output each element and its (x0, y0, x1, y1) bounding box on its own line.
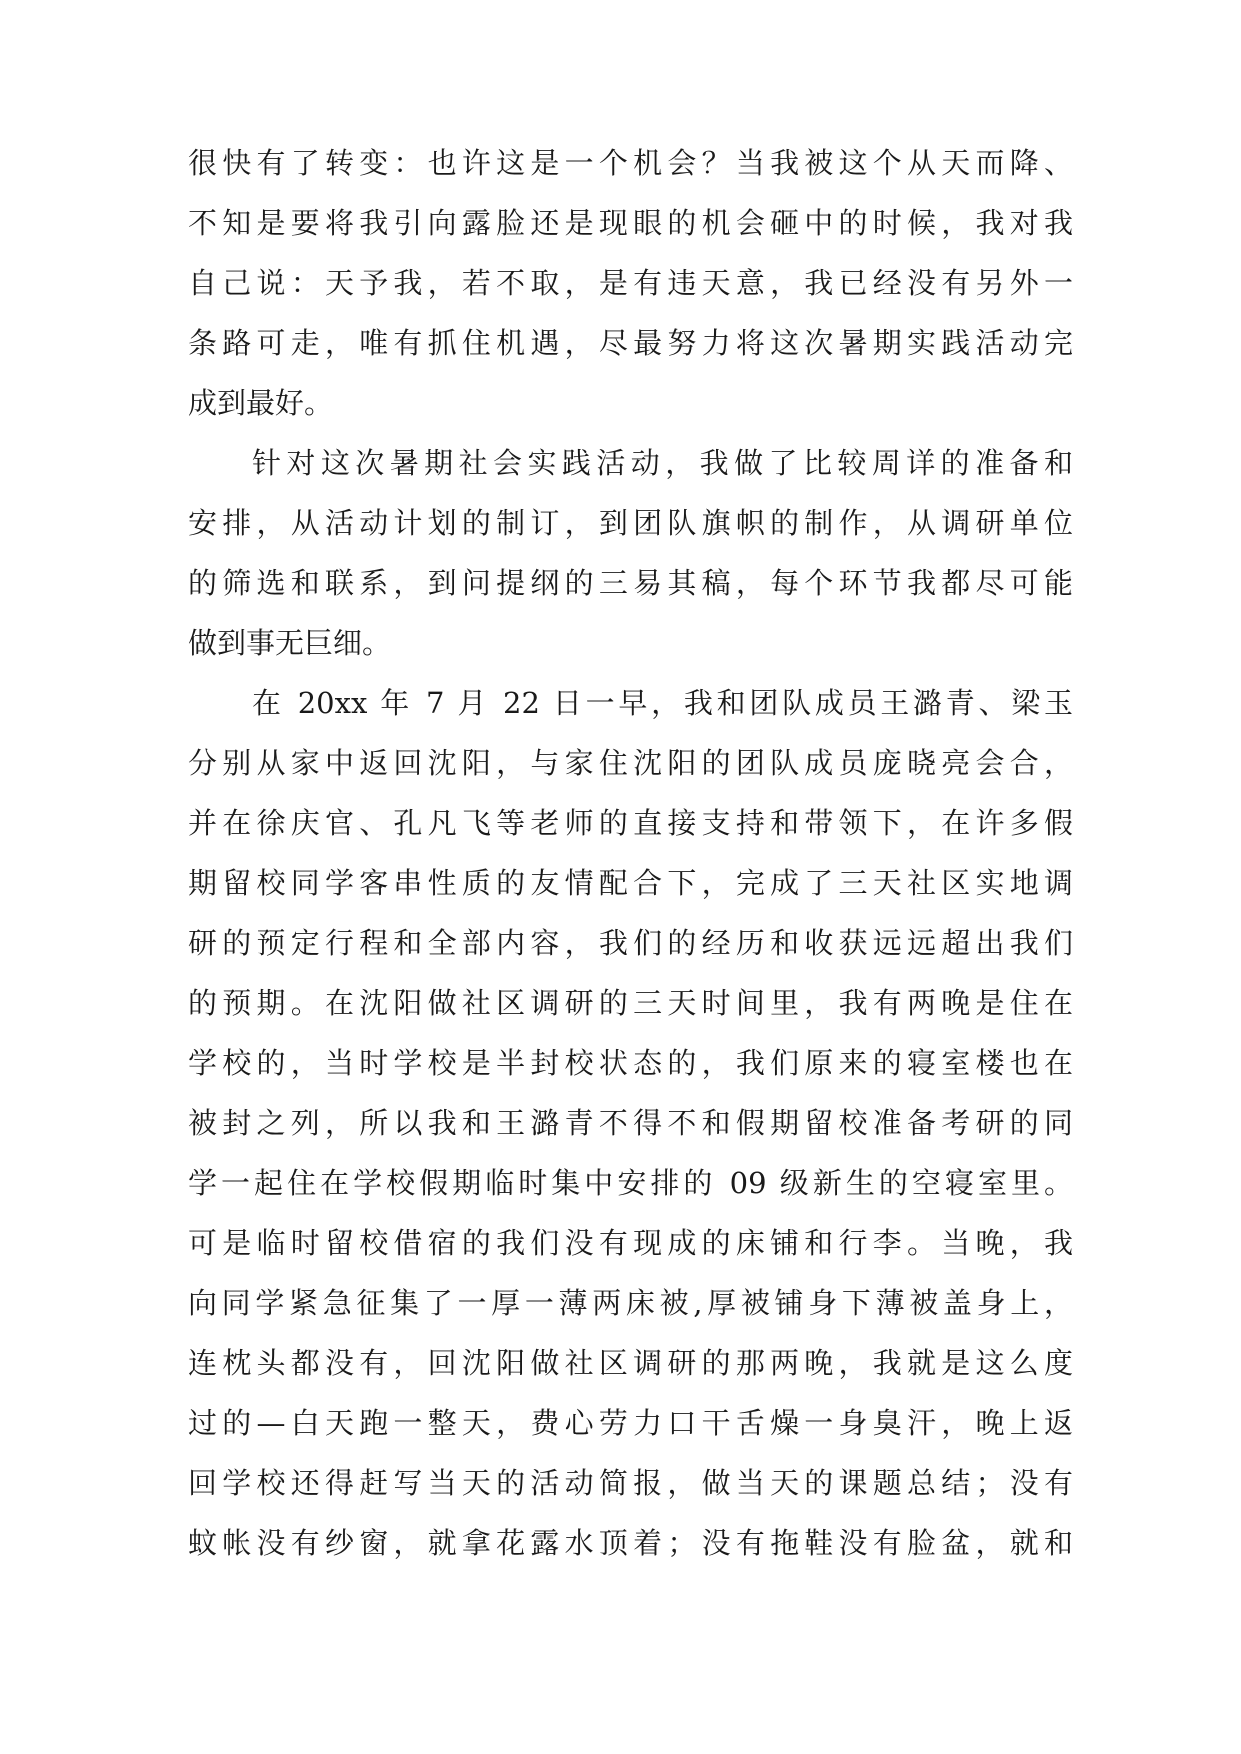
text-line: 研的预定行程和全部内容，我们的经历和收获远远超出我们 (188, 926, 1073, 960)
text-line: 学一起住在学校假期临时集中安排的 09 级新生的空寝室里。 (188, 1166, 1073, 1200)
text-line: 的筛选和联系，到问提纲的三易其稿，每个环节我都尽可能 (188, 566, 1073, 600)
text-line: 不知是要将我引向露脸还是现眼的机会砸中的时候，我对我 (188, 206, 1073, 240)
paragraph (188, 673, 1073, 1573)
text-line: 针对这次暑期社会实践活动，我做了比较周详的准备和 (252, 446, 1073, 480)
text-line: 期留校同学客串性质的友情配合下，完成了三天社区实地调 (188, 866, 1073, 900)
body-text (188, 133, 1073, 1573)
text-line: 自己说：天予我，若不取，是有违天意，我已经没有另外一 (188, 266, 1073, 300)
text-line: 并在徐庆官、孔凡飞等老师的直接支持和带领下，在许多假 (188, 806, 1073, 840)
text-line: 安排，从活动计划的制订，到团队旗帜的制作，从调研单位 (188, 506, 1073, 540)
text-line: 蚊帐没有纱窗，就拿花露水顶着；没有拖鞋没有脸盆，就和 (188, 1526, 1073, 1560)
text-line: 学校的，当时学校是半封校状态的，我们原来的寝室楼也在 (188, 1046, 1073, 1080)
text-line: 成到最好。 (188, 386, 334, 420)
text-line: 很快有了转变：也许这是一个机会？当我被这个从天而降、 (188, 146, 1073, 180)
text-line: 向同学紧急征集了一厚一薄两床被,厚被铺身下薄被盖身上， (188, 1286, 1073, 1320)
text-line: 被封之列，所以我和王潞青不得不和假期留校准备考研的同 (188, 1106, 1073, 1140)
paragraph (188, 433, 1073, 673)
text-line: 条路可走，唯有抓住机遇，尽最努力将这次暑期实践活动完 (188, 326, 1073, 360)
text-line: 的预期。在沈阳做社区调研的三天时间里，我有两晚是住在 (188, 986, 1073, 1020)
text-line: 过的—白天跑一整天，费心劳力口干舌燥一身臭汗，晚上返 (188, 1406, 1073, 1440)
paragraph (188, 133, 1073, 433)
text-line: 连枕头都没有，回沈阳做社区调研的那两晚，我就是这么度 (188, 1346, 1073, 1380)
text-line: 分别从家中返回沈阳，与家住沈阳的团队成员庞晓亮会合， (188, 746, 1073, 780)
text-line: 回学校还得赶写当天的活动简报，做当天的课题总结；没有 (188, 1466, 1073, 1500)
text-line: 做到事无巨细。 (188, 626, 392, 660)
text-line: 可是临时留校借宿的我们没有现成的床铺和行李。当晚，我 (188, 1226, 1073, 1260)
text-line: 在 20xx 年 7 月 22 日一早，我和团队成员王潞青、梁玉 (252, 686, 1073, 720)
